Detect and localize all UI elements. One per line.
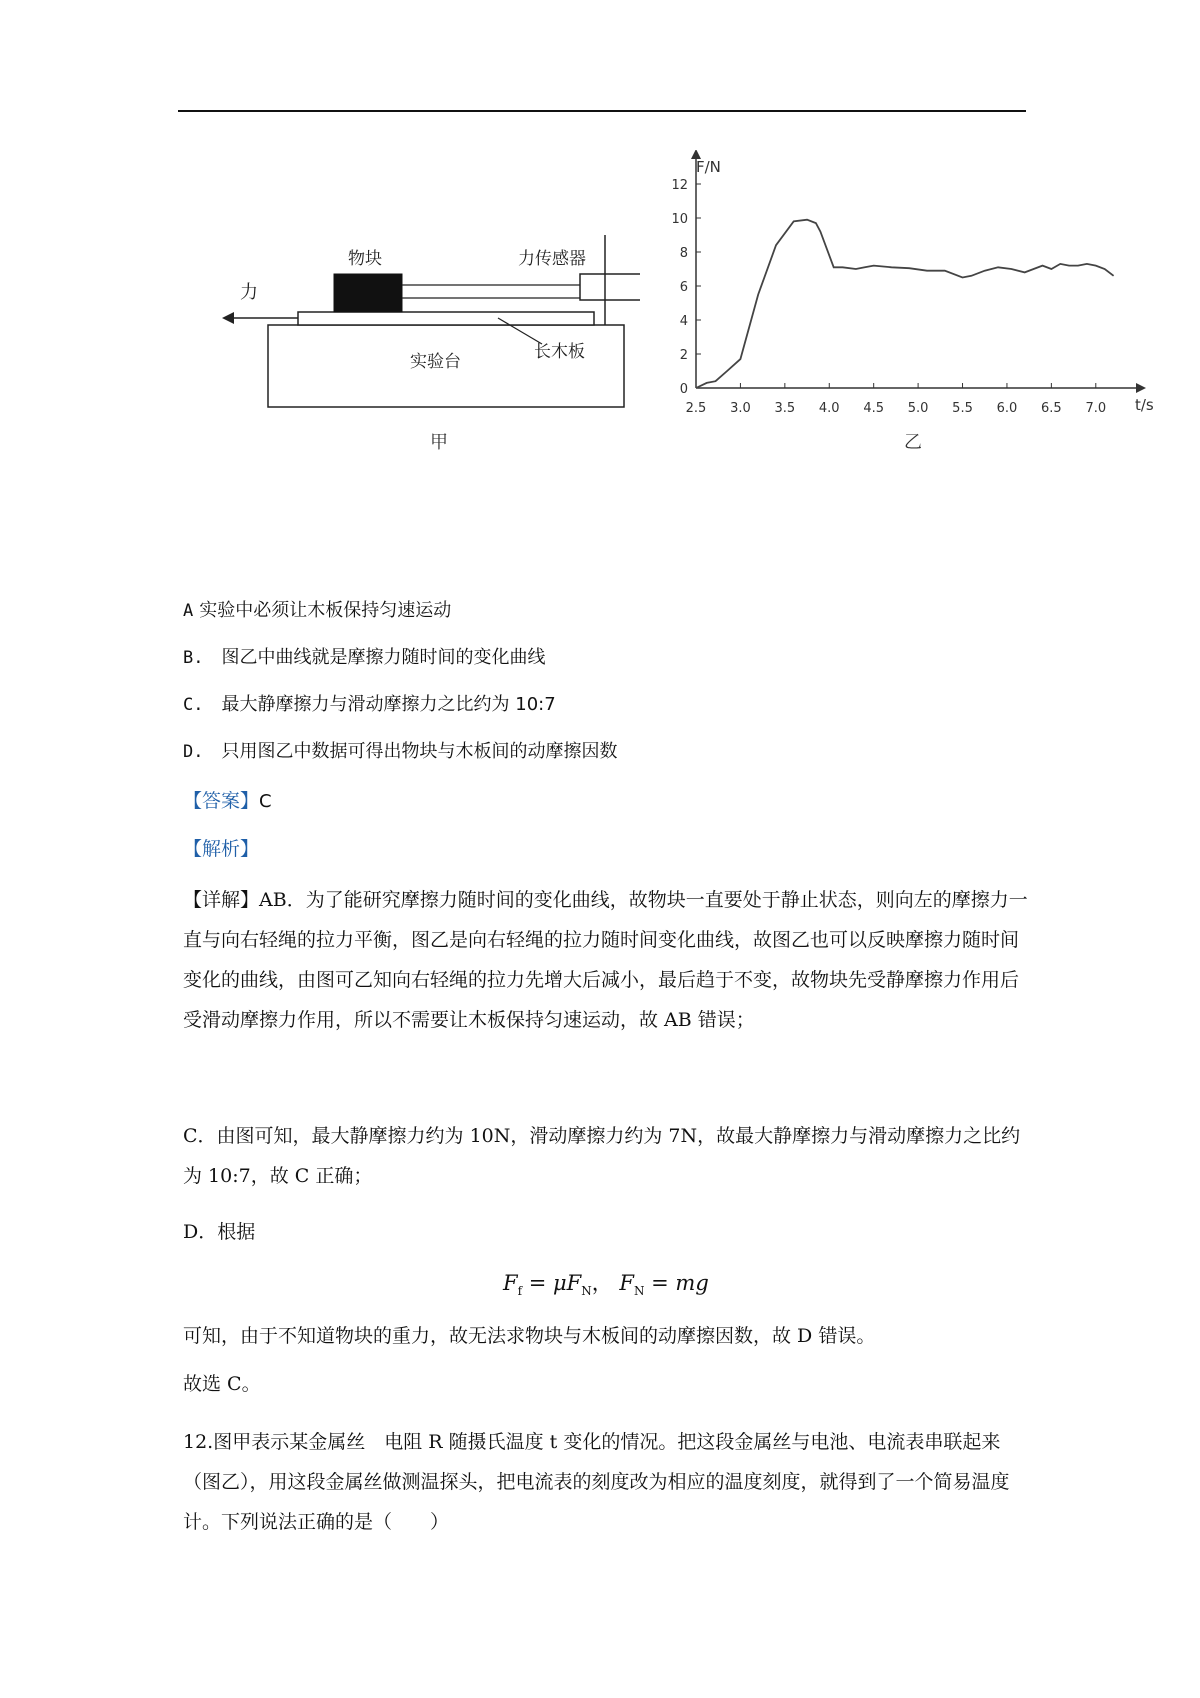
option-letter: B. [183, 648, 204, 668]
option-text: 只用图乙中数据可得出物块与木板间的动摩擦因数 [221, 741, 618, 762]
x-axis-label: t/s [1135, 396, 1154, 414]
x-axis-arrow [1136, 383, 1146, 393]
option-letter: D. [183, 742, 204, 762]
answer-label: 【答案】 [183, 790, 260, 812]
option-a [183, 596, 1043, 625]
x-tick-label: 5.5 [952, 401, 973, 416]
header-rule [178, 110, 1026, 112]
option-d [183, 737, 1043, 766]
y-axis-label: F/N [696, 158, 721, 176]
detail-paragraph [183, 880, 1028, 1040]
force-time-chart [660, 150, 1160, 450]
formula: $F_f = \mu F_N$， $F_N$ = mg [503, 1271, 709, 1299]
x-tick-label: 4.5 [863, 401, 885, 416]
sensor-rect [580, 274, 640, 300]
board-rect [298, 312, 594, 325]
caption-left: 甲 [430, 432, 448, 450]
analysis-label: 【解析】 [183, 838, 260, 860]
y-tick-label: 2 [679, 348, 688, 363]
sensor-label: 力传感器 [518, 249, 586, 269]
chart-ticks [671, 178, 1106, 416]
chart-axes [691, 150, 1146, 393]
answer-value: C [259, 791, 272, 812]
y-tick-label: 10 [671, 212, 688, 227]
x-tick-label: 6.0 [996, 401, 1018, 416]
option-c [183, 690, 1043, 719]
figure-area [200, 150, 1180, 470]
option-text: 图乙中曲线就是摩擦力随时间的变化曲线 [221, 647, 546, 668]
question-12: 12.图甲表示某金属丝 电阻 R 随摄氏温度 t 变化的情况。把这段金属丝与电池、电流表串联起来（图乙），用这段金属丝做测温探头，把电流表的刻度改为相应的温度刻度，就得到了一个简易温度计。下列说法正确的是（ ） [183, 1431, 1010, 1533]
table-label: 实验台 [410, 352, 461, 372]
choice-line: 故选 C。 [183, 1373, 261, 1395]
analysis-line [183, 835, 1043, 863]
detail-text: AB．为了能研究摩擦力随时间的变化曲线，故物块一直要处于静止状态，则向左的摩擦力一直与向右轻绳的拉力平衡，图乙是向右轻绳的拉力随时间变化曲线，故图乙也可以反映摩擦力随时间变化的曲线，由图可乙知向右轻绳的拉力先增大后减小，最后趋于不变，故物块先受静摩擦力作用后受滑动摩擦力作用，所以不需要让木板保持匀速运动，故 AB 错误； [183, 889, 1028, 1031]
y-tick-label: 6 [679, 280, 688, 295]
answer-line [183, 787, 1043, 816]
force-label: 力 [240, 282, 258, 303]
y-tick-label: 4 [679, 314, 688, 329]
option-letter: A [183, 601, 194, 621]
series-line [696, 220, 1114, 388]
x-tick-label: 5.0 [907, 401, 929, 416]
y-tick-label: 0 [679, 382, 688, 397]
d-paragraph: D．根据 [183, 1221, 256, 1243]
conclusion-line: 可知，由于不知道物块的重力，故无法求物块与木板间的动摩擦因数，故 D 错误。 [183, 1325, 876, 1347]
option-text: 实验中必须让木板保持匀速运动 [199, 600, 452, 621]
detail-tag: 【详解】 [183, 889, 260, 911]
c-paragraph: C．由图可知，最大静摩擦力约为 10N，滑动摩擦力约为 7N，故最大静摩擦力与滑动摩擦力之比约为 10:7，故 C 正确； [183, 1125, 1021, 1187]
caption-right: 乙 [904, 432, 922, 450]
block-label: 物块 [348, 249, 382, 269]
y-tick-label: 8 [679, 246, 688, 261]
x-tick-label: 2.5 [685, 401, 707, 416]
y-tick-label: 12 [671, 178, 688, 193]
board-label: 长木板 [534, 342, 585, 362]
x-tick-label: 6.5 [1041, 401, 1062, 416]
x-tick-label: 3.5 [774, 401, 796, 416]
x-tick-label: 4.0 [818, 401, 840, 416]
option-text: 最大静摩擦力与滑动摩擦力之比约为 10:7 [221, 694, 556, 715]
apparatus-diagram [200, 150, 640, 450]
x-tick-label: 7.0 [1085, 401, 1107, 416]
x-tick-label: 3.0 [730, 401, 751, 416]
option-b [183, 643, 1043, 672]
block-rect [334, 274, 402, 312]
option-letter: C. [183, 695, 204, 715]
